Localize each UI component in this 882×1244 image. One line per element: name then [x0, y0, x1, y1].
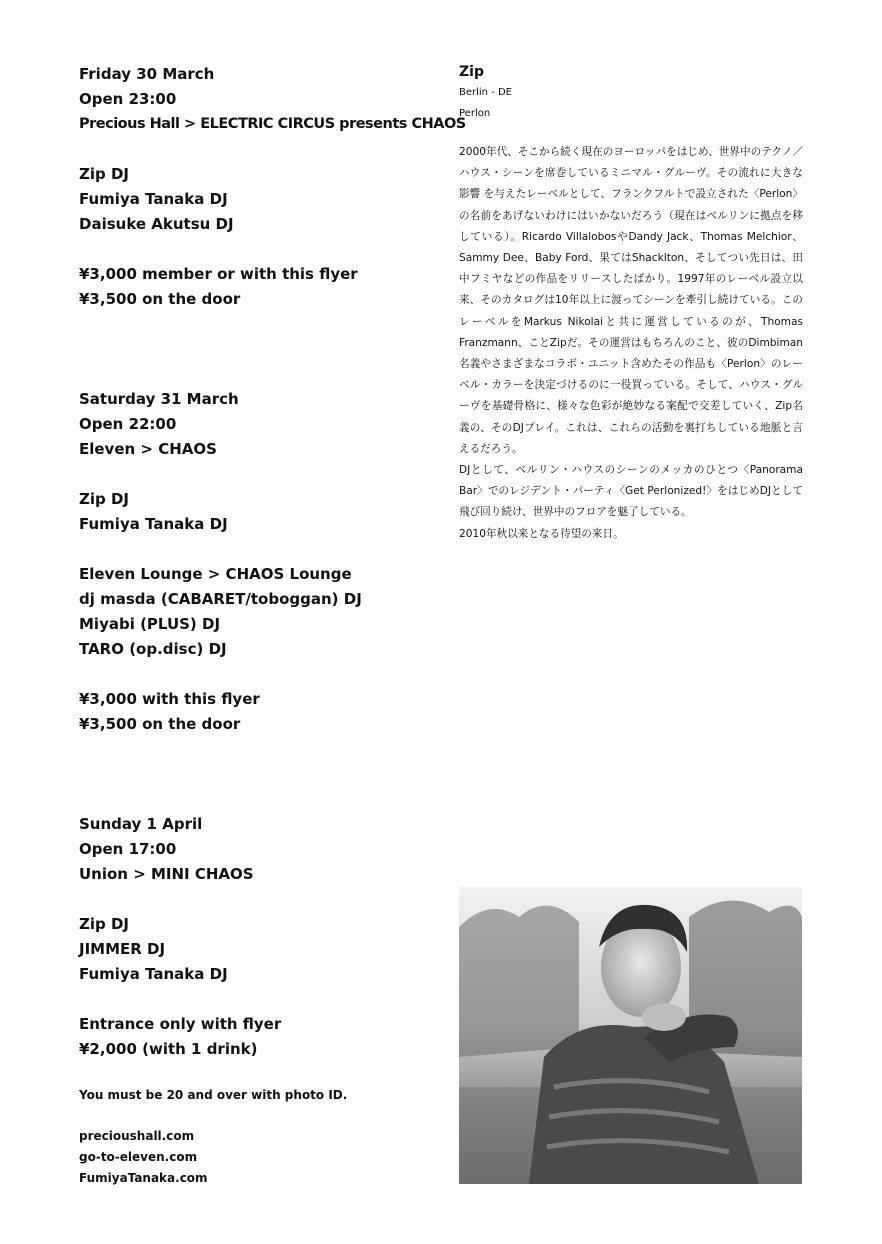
dj-entry: Miyabi (PLUS) DJ: [79, 615, 221, 633]
dj-entry: Zip DJ: [79, 490, 130, 508]
event-friday: [79, 62, 466, 312]
artist-location: Berlin - DE: [459, 87, 513, 98]
lounge-venue: Eleven Lounge > CHAOS Lounge: [79, 565, 352, 583]
dj-entry: Fumiya Tanaka DJ: [79, 190, 228, 208]
dj-entry: Zip DJ: [79, 165, 130, 183]
dj-entry: dj masda (CABARET/toboggan) DJ: [79, 590, 362, 608]
price-line: ¥3,500 on the door: [79, 290, 241, 308]
artist-profile: [459, 62, 803, 545]
event-venue: Union > MINI CHAOS: [79, 865, 254, 883]
age-notice: You must be 20 and over with photo ID.: [79, 1088, 348, 1102]
artist-photo: [459, 887, 802, 1184]
event-open-time: Open 17:00: [79, 840, 177, 858]
event-date: Saturday 31 March: [79, 390, 239, 408]
price-line: ¥2,000 (with 1 drink): [79, 1040, 258, 1058]
website-link[interactable]: go-to-eleven.com: [79, 1150, 198, 1164]
event-venue: Eleven > CHAOS: [79, 440, 217, 458]
event-date: Sunday 1 April: [79, 815, 203, 833]
bio-paragraph: DJとして、ベルリン・ハウスのシーンのメッカのひとつ〈Panorama Bar〉でのレジデント・パーティ〈Get Perlonized!〉をはじめDJとして飛び回り続け、世界中のフロアを魅了している。: [459, 464, 803, 519]
event-venue: Precious Hall > ELECTRIC CIRCUS presents CHAOS: [79, 116, 466, 132]
event-sunday: [79, 812, 439, 1062]
artist-name: Zip: [459, 64, 484, 80]
price-line: ¥3,000 member or with this flyer: [79, 265, 358, 283]
dj-entry: Fumiya Tanaka DJ: [79, 965, 228, 983]
event-open-time: Open 23:00: [79, 90, 177, 108]
dj-entry: TARO (op.disc) DJ: [79, 640, 227, 658]
website-link[interactable]: precioushall.com: [79, 1129, 195, 1143]
dj-entry: Zip DJ: [79, 915, 130, 933]
price-line: ¥3,500 on the door: [79, 715, 241, 733]
dj-entry: Fumiya Tanaka DJ: [79, 515, 228, 533]
website-link[interactable]: FumiyaTanaka.com: [79, 1171, 208, 1185]
artist-bio: [459, 142, 803, 545]
event-open-time: Open 22:00: [79, 415, 177, 433]
dj-entry: Daisuke Akutsu DJ: [79, 215, 234, 233]
artist-label: Perlon: [459, 108, 491, 119]
bio-paragraph: 2000年代、そこから続く現在のヨーロッパをはじめ、世界中のテクノ／ハウス・シーンを席巻しているミニマル・グルーヴ。その流れに大きな影響 を与えたレーベルとして、フランクフルトで設立された〈Perlon〉の名前をあげないわけにはいかないだろう（現在はベルリンに拠点を移している）。Ricardo VillalobosやDandy Jack、Thomas Melchior、Sammy Dee、Baby Ford、果てはShacklton、そしてつい先日は、田中フミヤなどの作品をリリースしたばかり。1997年のレーベル設立以来、そのカタログは10年以上に渡ってシーンを牽引し続けている。このレーベルをMarkus Nikolaiと共に運営しているのが、Thomas Franzmann、ことZipだ。その運営はもちろんのこと、彼のDimbiman名義やさまざまなコラボ・ユニット含めたその作品も〈Perlon〉のレーベル・カラーを決定づけるのに一役買っている。そして、ハウス・グルーヴを基礎骨格に、様々な色彩が絶妙なる案配で交差していく、Zip名 義の、そのDJプレイ。これは、これらの活動を裏打ちしている地脈と言えるだろう。: [459, 146, 803, 455]
event-listings: [79, 62, 466, 1189]
price-line: Entrance only with flyer: [79, 1015, 282, 1033]
bio-paragraph: 2010年秋以来となる待望の来日。: [459, 527, 624, 540]
price-line: ¥3,000 with this flyer: [79, 690, 260, 708]
event-date: Friday 30 March: [79, 65, 215, 83]
event-saturday: [79, 387, 439, 737]
dj-entry: JIMMER DJ: [79, 940, 166, 958]
